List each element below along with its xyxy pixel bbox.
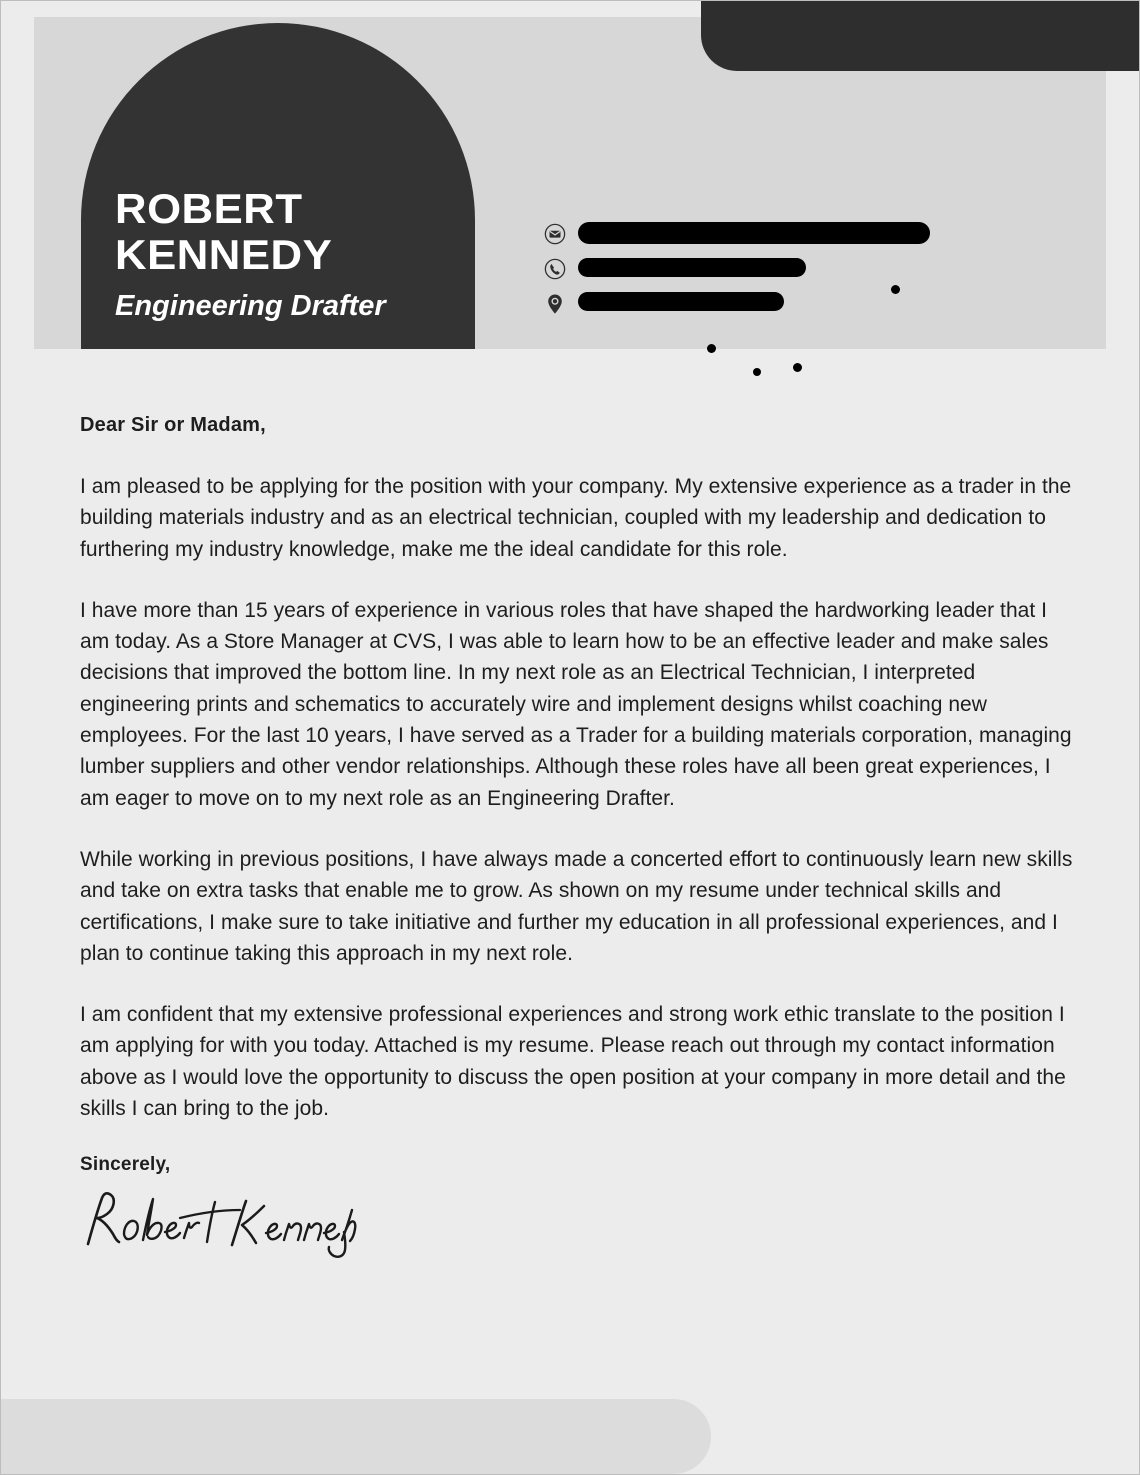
letter-body [80, 414, 1080, 1260]
first-name: ROBERT [115, 185, 303, 232]
letter-paragraph-2: I have more than 15 years of experience in various roles that have shaped the hardworking leader that I am today. As a Store Manager at CVS, I was able to learn how to be an effective leader and make sales decisions that improved the bottom line. In my next role as an Electrical Technician, I interpreted engineering prints and schematics to accurately wire and implement designs whilst coaching new employees. For the last 10 years, I have served as a Trader for a building materials corporation, managing lumber suppliers and other vendor relationships. Although these roles have all been great experiences, I am eager to move on to my next role as an Engineering Drafter. [80, 598, 1072, 810]
envelope-icon [544, 223, 566, 245]
letter-paragraph-1: I am pleased to be applying for the position with your company. My extensive experience as a trader in the building materials industry and as an electrical technician, coupled with my leadership and dedication to furthering my industry knowledge, make me the ideal candidate for this role. [80, 475, 1072, 561]
ink-speck [707, 344, 716, 353]
ink-speck [753, 368, 761, 376]
contact-row-phone [544, 255, 964, 290]
phone-icon [544, 258, 566, 280]
contact-row-email [544, 220, 964, 255]
top-right-accent-bar [701, 1, 1140, 71]
signature [80, 1182, 370, 1260]
job-title: Engineering Drafter [115, 290, 386, 322]
bottom-left-accent-block [0, 1399, 711, 1474]
contact-row-address [544, 290, 964, 325]
contact-list [544, 220, 964, 325]
salutation: Dear Sir or Madam, [80, 414, 266, 436]
letter-paragraph-4: I am confident that my extensive professional experiences and strong work ethic translate to the position I am applying for with you today. Attached is my resume. Please reach out through my contact information above as I would love the opportunity to discuss the open position at your company in more detail and the skills I can bring to the job. [80, 1003, 1066, 1121]
redacted-email [578, 222, 930, 244]
location-pin-icon [544, 293, 566, 315]
redacted-phone [578, 258, 806, 277]
redacted-address [578, 292, 784, 311]
ink-speck [891, 285, 900, 294]
ink-speck [793, 363, 802, 372]
letter-paragraph-3: While working in previous positions, I have always made a concerted effort to continuously learn new skills and take on extra tasks that enable me to grow. As shown on my resume under technical skills and certifications, I make sure to take initiative and further my education in all professional experiences, and I plan to continue taking this approach in my next role. [80, 847, 1073, 965]
closing-salutation: Sincerely, [80, 1154, 171, 1176]
last-name: KENNEDY [115, 231, 333, 278]
